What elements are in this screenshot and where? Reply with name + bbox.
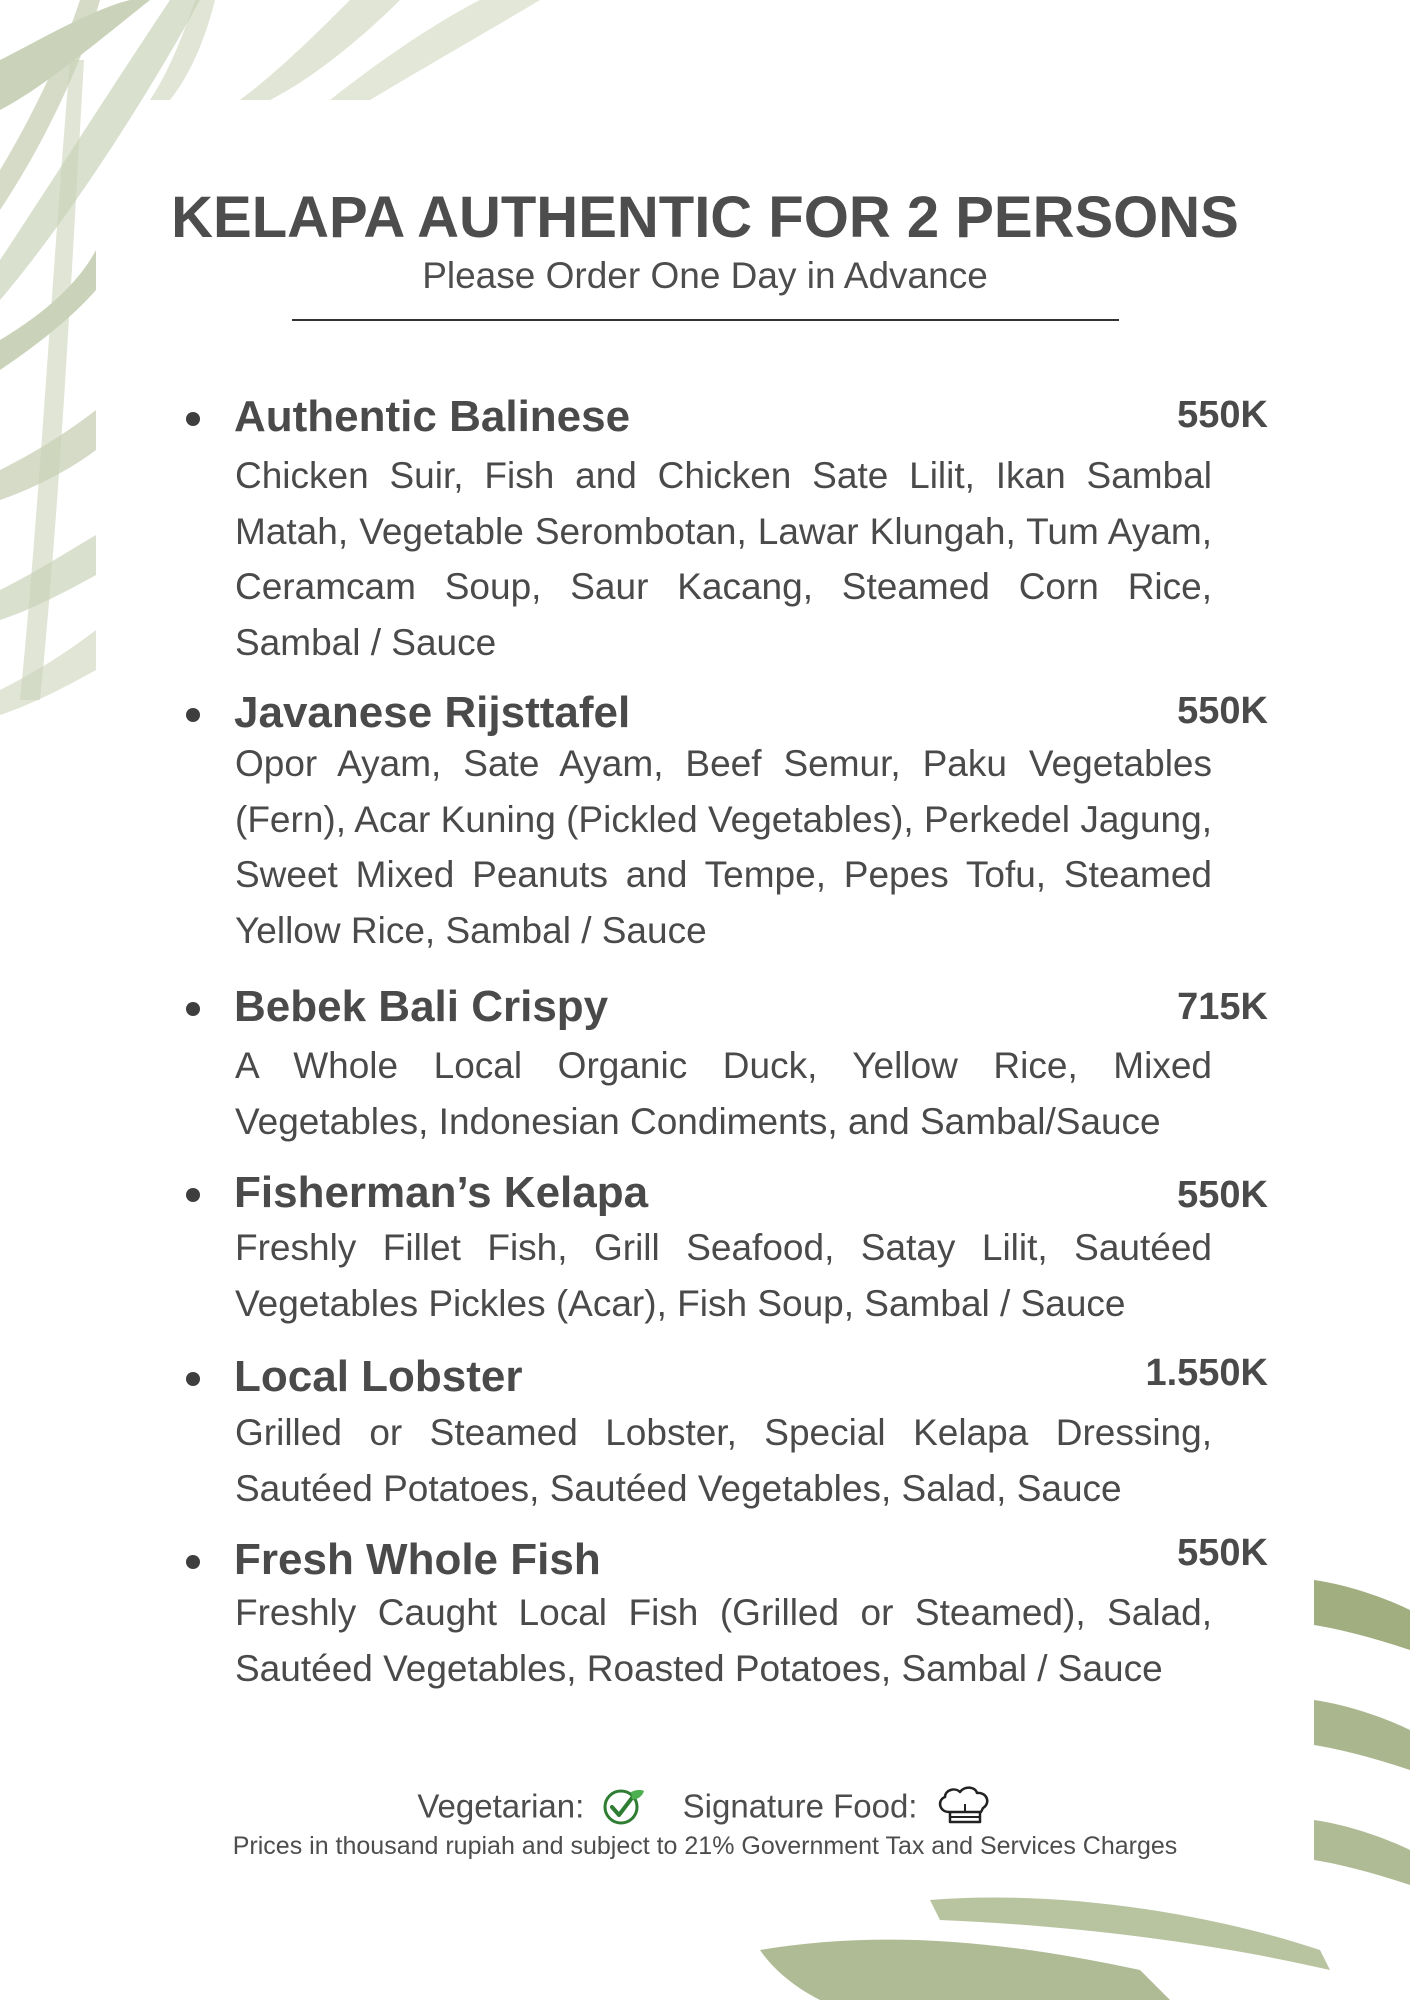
title-divider	[292, 319, 1119, 321]
bullet-icon	[186, 1002, 200, 1016]
menu-item-description: A Whole Local Organic Duck, Yellow Rice, Mixed Vegetables, Indonesian Condiments, and Sambal/Sauce	[235, 1045, 1212, 1142]
bullet-icon	[186, 708, 200, 722]
vegetarian-label: Vegetarian:	[417, 1786, 585, 1824]
menu-item-price: 550K	[1177, 394, 1268, 436]
menu-item-price: 550K	[1177, 1532, 1268, 1574]
page-subtitle: Please Order One Day in Advance	[422, 255, 988, 296]
legend-signature	[683, 1785, 993, 1826]
menu-item-description: Opor Ayam, Sate Ayam, Beef Semur, Paku Vegetables (Fern), Acar Kuning (Pickled Vegetables), Perkedel Jagung, Sweet Mixed Peanuts and Tempe, Pepes Tofu, Steamed Yellow Rice, Sambal / Sauce	[235, 743, 1212, 951]
menu-item-price: 715K	[1177, 986, 1268, 1028]
signature-label: Signature Food:	[682, 1786, 918, 1824]
bullet-icon	[186, 412, 200, 426]
menu-item-price: 1.550K	[1145, 1352, 1268, 1394]
menu-item-description: Freshly Caught Local Fish (Grilled or Steamed), Salad, Sautéed Vegetables, Roasted Potatoes, Sambal / Sauce	[235, 1592, 1212, 1689]
menu-item-description: Chicken Suir, Fish and Chicken Sate Lilit, Ikan Sambal Matah, Vegetable Serombotan, Lawar Klungah, Tum Ayam, Ceramcam Soup, Saur Kacang, Steamed Corn Rice, Sambal / Sauce	[235, 455, 1212, 663]
menu-item-name: Local Lobster	[234, 1352, 523, 1401]
menu-item-description: Freshly Fillet Fish, Grill Seafood, Satay Lilit, Sautéed Vegetables Pickles (Acar), Fish Soup, Sambal / Sauce	[235, 1227, 1212, 1324]
menu-item-price: 550K	[1177, 1174, 1268, 1216]
chef-hat-icon	[935, 1786, 993, 1826]
page-title-text: KELAPA AUTHENTIC FOR 2 PERSONS	[171, 185, 1239, 250]
bullet-icon	[186, 1188, 200, 1202]
menu-item-name: Authentic Balinese	[234, 392, 631, 441]
menu-item-name: Bebek Bali Crispy	[234, 982, 609, 1031]
leaf-check-icon	[601, 1786, 645, 1826]
legend	[0, 1784, 1410, 1826]
menu-item-name: Fresh Whole Fish	[234, 1535, 601, 1584]
price-note: Prices in thousand rupiah and subject to 21% Government Tax and Services Charges	[232, 1832, 1178, 1860]
menu-item-price: 550K	[1177, 690, 1268, 732]
legend-vegetarian	[417, 1785, 645, 1826]
bullet-icon	[186, 1372, 200, 1386]
page-title	[0, 184, 1410, 251]
menu-item-description: Grilled or Steamed Lobster, Special Kelapa Dressing, Sautéed Potatoes, Sautéed Vegetables, Salad, Sauce	[235, 1412, 1212, 1509]
bullet-icon	[186, 1555, 200, 1569]
menu-item-name: Fisherman’s Kelapa	[234, 1168, 649, 1217]
menu-item-name: Javanese Rijsttafel	[234, 688, 631, 737]
